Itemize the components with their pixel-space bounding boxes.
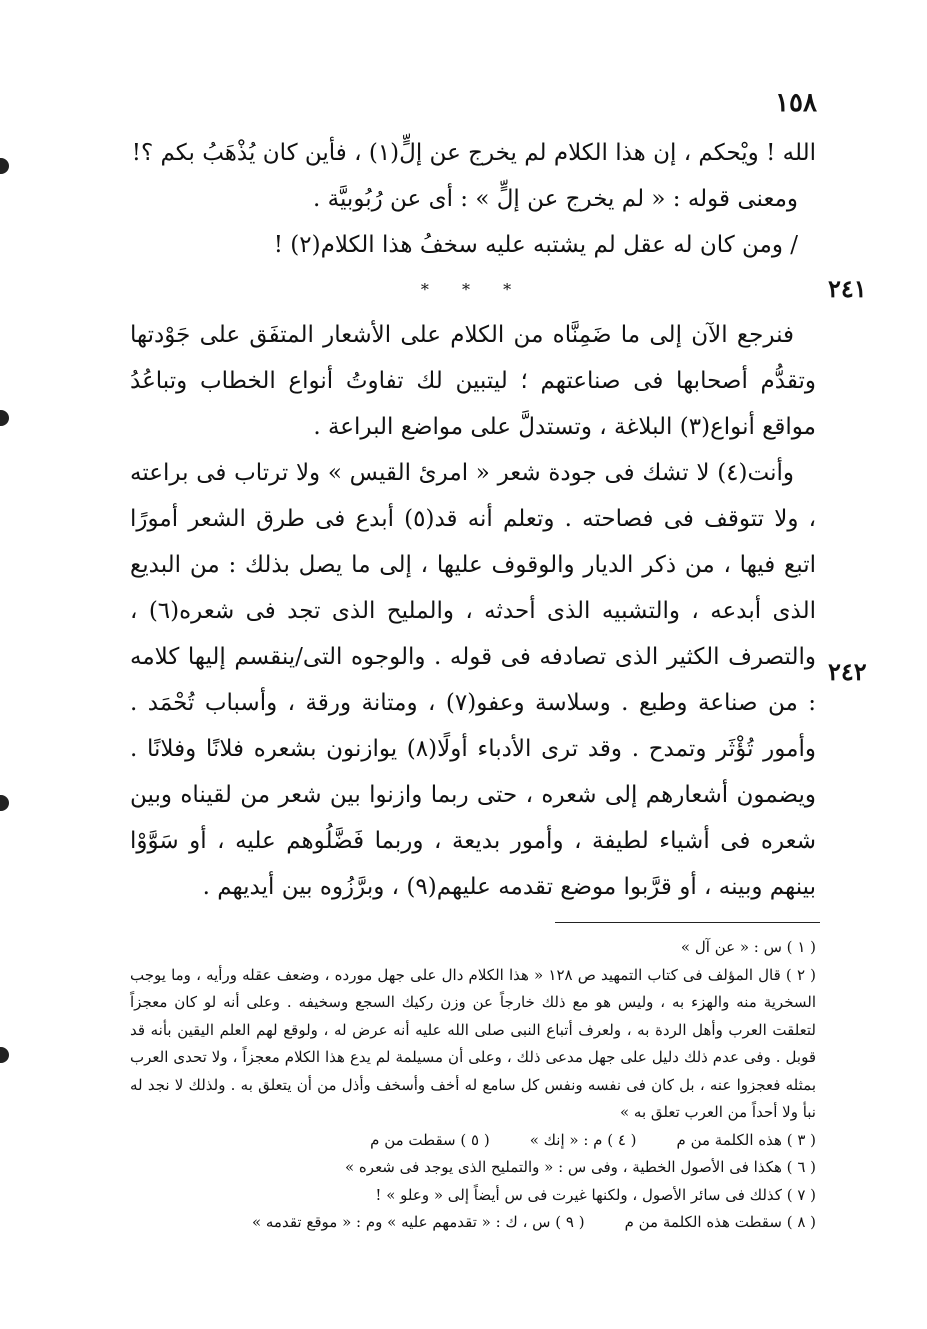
margin-number: ٢٤٢: [828, 657, 867, 686]
footnote-divider: [555, 922, 820, 923]
paragraph: / ومن كان له عقل لم يشتبه عليه سخفُ هذا الكلام(٢) !: [273, 232, 798, 258]
paragraph: الله ! ويْحكم ، إن هذا الكلام لم يخرج عن إلٍّ(١) ، فأين كان يُذْهَبُ بكم ؟!: [131, 140, 816, 166]
footnotes: [130, 934, 816, 1237]
footnote: ( ١ ) س : « عن آل »: [680, 938, 816, 956]
footnote: ( ٤ ) م : « إنك »: [529, 1130, 637, 1149]
paragraph: ومعنى قوله : « لم يخرج عن إلٍّ » : أى عن رُبُوبيَّة .: [313, 186, 798, 212]
footnote: ( ٨ ) سقطت هذه الكلمة من م: [624, 1213, 816, 1231]
page-number: ١٥٨: [775, 88, 817, 118]
footnote: ( ٧ ) كذلك فى سائر الأصول ، ولكنها غيرت فى س أيضاً إلى « وعلو » !: [375, 1185, 816, 1204]
footnote-row: [130, 1209, 816, 1237]
footnote-row: [130, 1127, 816, 1155]
footnote: ( ٩ ) س ، ك : « تقدمهم عليه » وم : « موقع تقدمه »: [251, 1213, 585, 1231]
paragraph: وأنت(٤) لا تشك فى جودة شعر « امرئ القيس » ولا ترتاب فى براعته ، ولا تتوقف فى فصاحته . وتعلم أنه قد(٥) أبدع فى طرق الشعر أمورًا اتبع فيها ، من ذكر الديار والوقوف عليها ، إلى ما يصل بذلك : من البديع الذى أبدعه ، والتشبيه الذى أحدثه ، والمليح الذى تجد فى شعره(٦) ، والتصرف الكثير الذى تصادفه فى قوله . والوجوه التى/ينقسم إليها كلامه : من صناعة وطبع . وسلاسة وعفو(٧) ، ومتانة ورقة ، وأسباب تُحْمَد . وأمور تُؤْثَر وتمدح . وقد ترى الأدباء أولًا(٨) يوازنون بشعره فلانًا وفلانًا . ويضمون أشعارهم إلى شعره ، حتى ربما وازنوا بين شعر من لقيناه وبين شعره فى أشياء لطيفة ، وأمور بديعة ، وربما فَضَّلُوهم عليه ، أو سَوَّوْا بينهم وبينه ، أو قرَّبوا موضع تقدمه عليهم(٩) ، وبرَّزُوه بين أيديهم .: [130, 460, 817, 900]
edge-mark: [0, 158, 9, 174]
footnote: ( ٥ ) سقطت من م: [370, 1130, 490, 1149]
edge-mark: [0, 795, 9, 811]
main-text: [130, 130, 816, 910]
footnote: ( ٦ ) هكذا فى الأصول الخطية ، وفى س : « والتمليح الذى يوجد فى شعره »: [344, 1158, 816, 1176]
edge-mark: [0, 410, 9, 426]
margin-number: ٢٤١: [828, 274, 867, 303]
footnote: ( ٣ ) هذه الكلمة من م: [676, 1130, 816, 1149]
footnote: ( ٢ ) قال المؤلف فى كتاب التمهيد ص ١٢٨ « هذا الكلام دال على جهل مورده ، وضعف عقله ورأيه ، وما يوجب السخرية منه والهزء به ، وليس هو مع ذلك خارجاً عن وزن ركيك السجع وسخيفه . وعلى أنه لو كان معجزاً لتعلقت العرب وأهل الردة به ، ولعرف أتباع النبى صلى الله عليه أنه عرض له ، ولوقع لهم العلم اليقين بأنه قد قوبل . وفى عدم ذلك دليل على جهل مدعى ذلك ، وعلى أن مسيلمة لم يدع هذا الكلام معجزاً ، ولا تحدى العرب بمثله فعجزوا عنه ، بل كان فى نفسه ونفس كل سامع له أخف وأسخف وأذل من أن يتعلق به . ولذلك لا نجد له نبأ ولا أحداً من العرب تعلق به »: [130, 965, 817, 1121]
section-separator: * * *: [420, 280, 526, 299]
edge-mark: [0, 1047, 9, 1063]
paragraph: فنرجع الآن إلى ما ضَمِنَّاه من الكلام على الأشعار المتفَق على جَوْدتها وتقدُّم أصحابها فى صناعتهم ؛ ليتبين لك تفاوتُ أنواع الخطاب وتباعُدُ مواقع أنواع(٣) البلاغة ، وتستدلَّ على مواضع البراعة .: [130, 322, 816, 440]
